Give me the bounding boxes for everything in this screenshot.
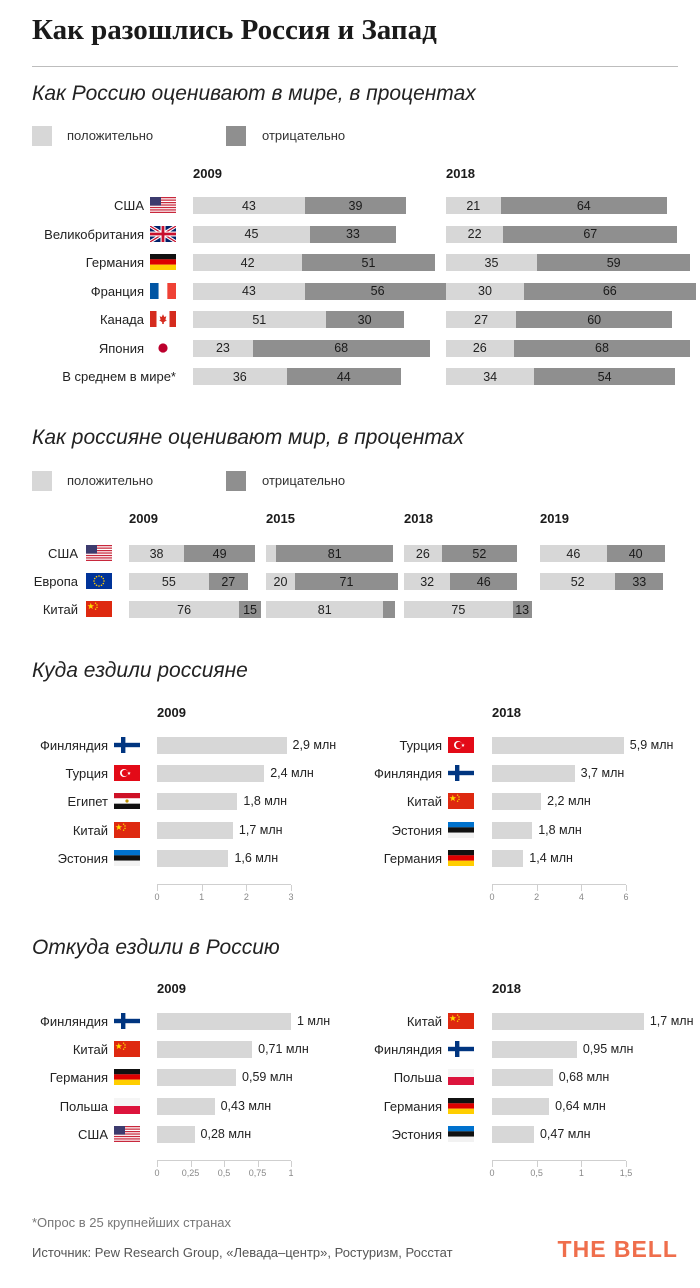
- bar-segment-positive: 34: [446, 368, 534, 385]
- x-axis-tick: [191, 1161, 192, 1167]
- bar-segment-positive: 51: [193, 311, 326, 328]
- country-label: Европа: [33, 574, 78, 589]
- legend-positive-label: положительно: [67, 128, 154, 143]
- bar-segment-negative: 68: [253, 340, 430, 357]
- flag-china-icon: [86, 601, 112, 617]
- flag-germany-icon: [150, 254, 176, 270]
- country-label: Финляндия: [373, 1042, 442, 1058]
- x-axis-tick-label: 0,5: [217, 1168, 231, 1178]
- section-title: Куда ездили россияне: [32, 659, 248, 682]
- bar-value-label: 1 млн: [297, 1014, 331, 1028]
- year-label: 2009: [157, 705, 186, 720]
- bar-value-label: 0,47 млн: [539, 1126, 591, 1141]
- flag-turkey-icon: [114, 765, 140, 781]
- bar-value-label: 0,64 млн: [555, 1098, 606, 1113]
- flag-germany-icon: [448, 1098, 474, 1114]
- bar: [492, 822, 532, 839]
- flag-uk-icon: [150, 226, 176, 242]
- country-label: В среднем в мире*: [62, 369, 176, 384]
- page-title: Как разошлись Россия и Запад: [32, 14, 437, 46]
- country-label: Финляндия: [373, 766, 442, 782]
- bar-segment-negative: 40: [607, 545, 665, 562]
- bar-segment-negative: 71: [295, 573, 398, 590]
- country-label: Финляндия: [39, 1014, 108, 1029]
- year-label: 2019: [540, 511, 569, 526]
- year-label: 2009: [193, 166, 222, 181]
- flag-finland-icon: [114, 1013, 140, 1029]
- flag-china-icon: [448, 1013, 474, 1029]
- bar-segment-positive: 27: [446, 311, 516, 328]
- bar-segment-positive: 36: [193, 368, 287, 385]
- bar-segment-negative: 15: [239, 601, 261, 618]
- source-note: Источник: Pew Research Group, «Левада–центр», Ростуризм, Росстат: [32, 1245, 453, 1260]
- x-axis-tick-label: 1: [578, 1168, 584, 1178]
- bar-value-label: 1,6 млн: [234, 850, 279, 865]
- brand-logo: THE BELL: [557, 1236, 678, 1262]
- bar-value-label: 1,7 млн: [238, 822, 283, 837]
- legend-negative-swatch: [226, 126, 246, 146]
- legend-positive-swatch: [32, 471, 52, 491]
- x-axis-tick-label: 6: [623, 892, 629, 902]
- bar-segment-positive: 76: [129, 601, 239, 618]
- x-axis-tick-label: 0: [489, 892, 495, 902]
- flag-finland-icon: [114, 737, 140, 753]
- bar-segment-positive: [266, 545, 276, 562]
- flag-france-icon: [150, 283, 176, 299]
- bar-segment-positive: 46: [540, 545, 607, 562]
- x-axis-tick: [202, 885, 203, 891]
- legend-negative-label: отрицательно: [262, 473, 346, 488]
- bar-segment-negative: 27: [209, 573, 248, 590]
- bar: [157, 850, 228, 867]
- flag-turkey-icon: [448, 737, 474, 753]
- country-label: Турция: [65, 766, 108, 782]
- bar-segment-positive: 55: [129, 573, 209, 590]
- bar-segment-positive: 30: [446, 283, 524, 300]
- country-label: США: [114, 198, 144, 213]
- bar-segment-positive: 22: [446, 226, 503, 243]
- x-axis-tick: [224, 1161, 225, 1167]
- bar: [157, 1041, 252, 1058]
- bar-value-label: 3,7 млн: [580, 766, 625, 781]
- country-label: Эстония: [57, 850, 108, 866]
- year-label: 2015: [266, 511, 295, 526]
- x-axis-tick-label: 0,75: [248, 1168, 267, 1178]
- x-axis-tick: [492, 1161, 493, 1167]
- country-label: Египет: [67, 794, 108, 810]
- x-axis-tick: [537, 885, 538, 891]
- flag-japan-icon: [150, 340, 176, 356]
- bar: [492, 737, 624, 754]
- bar-segment-positive: 45: [193, 226, 310, 243]
- flag-poland-icon: [114, 1098, 140, 1114]
- country-label: США: [78, 1126, 108, 1142]
- year-label: 2018: [404, 511, 433, 526]
- flag-germany-icon: [114, 1069, 140, 1085]
- bar-segment-negative: 13: [513, 601, 532, 618]
- bar-segment-positive: 21: [446, 197, 501, 214]
- x-axis-tick: [157, 885, 158, 891]
- x-axis-tick-label: 0: [154, 892, 160, 902]
- country-label: США: [48, 546, 78, 561]
- bar-segment-positive: 23: [193, 340, 253, 357]
- x-axis-tick: [581, 1161, 582, 1167]
- bar-value-label: 1,8 млн: [243, 794, 288, 809]
- x-axis-tick-label: 1: [199, 892, 205, 902]
- country-label: Германия: [49, 1070, 108, 1086]
- flag-china-icon: [114, 1041, 140, 1057]
- bar-segment-negative: 60: [516, 311, 672, 328]
- bar: [492, 793, 541, 810]
- bar-segment-negative: 30: [326, 311, 404, 328]
- bar-segment-positive: 20: [266, 573, 295, 590]
- flag-china-icon: [448, 793, 474, 809]
- bar-value-label: 0,43 млн: [220, 1098, 272, 1113]
- country-label: Польша: [393, 1070, 442, 1086]
- bar-segment-negative: 68: [514, 340, 691, 357]
- bar-segment-positive: 75: [404, 601, 513, 618]
- legend-positive-label: положительно: [67, 473, 154, 488]
- bar-segment-positive: 26: [446, 340, 514, 357]
- bar-value-label: 2,2 млн: [547, 794, 591, 809]
- bar-segment-negative: 54: [534, 368, 674, 385]
- section-title: Как Россию оценивают в мире, в процентах: [32, 82, 476, 105]
- bar-segment-negative: 81: [276, 545, 393, 562]
- x-axis-tick: [291, 885, 292, 891]
- country-label: Китай: [72, 1042, 108, 1058]
- flag-estonia-icon: [448, 1126, 474, 1142]
- bar: [157, 765, 264, 782]
- country-label: Финляндия: [39, 738, 108, 753]
- bar-segment-positive: 26: [404, 545, 442, 562]
- x-axis-tick: [626, 885, 627, 891]
- x-axis-tick: [157, 1161, 158, 1167]
- bar-value-label: 0,71 млн: [258, 1042, 309, 1057]
- flag-usa-icon: [114, 1126, 140, 1142]
- bar: [492, 1069, 553, 1086]
- bar: [492, 1098, 549, 1115]
- x-axis-tick: [581, 885, 582, 891]
- x-axis-tick: [246, 885, 247, 891]
- x-axis: [492, 1160, 626, 1161]
- country-label: Китай: [406, 1014, 442, 1029]
- flag-finland-icon: [448, 765, 474, 781]
- bar: [157, 1126, 195, 1143]
- flag-eu-icon: [86, 573, 112, 589]
- flag-usa-icon: [86, 545, 112, 561]
- x-axis: [157, 884, 291, 885]
- x-axis-tick-label: 0: [489, 1168, 495, 1178]
- bar: [492, 1126, 534, 1143]
- bar: [492, 1041, 577, 1058]
- country-label: Эстония: [391, 822, 442, 838]
- flag-germany-icon: [448, 850, 474, 866]
- bar-segment-negative: [383, 601, 395, 618]
- bar-segment-negative: 33: [310, 226, 396, 243]
- x-axis-tick-label: 1: [288, 1168, 294, 1178]
- x-axis-tick: [537, 1161, 538, 1167]
- x-axis-tick-label: 2: [534, 892, 540, 902]
- bar: [157, 1013, 291, 1030]
- bar-segment-negative: 67: [503, 226, 677, 243]
- x-axis-tick-label: 3: [288, 892, 294, 902]
- country-label: Франция: [90, 283, 144, 299]
- bar-value-label: 2,4 млн: [270, 766, 314, 781]
- flag-estonia-icon: [448, 822, 474, 838]
- bar-segment-positive: 81: [266, 601, 383, 618]
- flag-canada-icon: [150, 311, 176, 327]
- country-label: Китай: [406, 794, 442, 810]
- footnote: *Опрос в 25 крупнейших странах: [32, 1215, 231, 1230]
- x-axis-tick-label: 1,5: [619, 1168, 633, 1178]
- bar-segment-positive: 32: [404, 573, 450, 590]
- bar-value-label: 0,28 млн: [200, 1126, 252, 1141]
- x-axis-tick-label: 0,5: [530, 1168, 543, 1178]
- bar: [492, 850, 523, 867]
- bar: [157, 737, 287, 754]
- bar-segment-negative: 64: [501, 197, 667, 214]
- bar: [492, 765, 575, 782]
- flag-egypt-icon: [114, 793, 140, 809]
- country-label: Китай: [42, 602, 78, 617]
- bar-value-label: 2,9 млн: [292, 738, 337, 752]
- bar: [157, 822, 233, 839]
- year-label: 2018: [446, 166, 475, 181]
- country-label: Канада: [99, 312, 144, 327]
- x-axis-tick: [492, 885, 493, 891]
- bar-segment-positive: 52: [540, 573, 615, 590]
- legend-positive-swatch: [32, 126, 52, 146]
- legend-negative-swatch: [226, 471, 246, 491]
- country-label: Эстония: [391, 1126, 442, 1142]
- bar-segment-negative: 33: [615, 573, 663, 590]
- flag-china-icon: [114, 822, 140, 838]
- country-label: Германия: [383, 1098, 442, 1114]
- bar: [492, 1013, 644, 1030]
- flag-poland-icon: [448, 1069, 474, 1085]
- bar-value-label: 5,9 млн: [629, 738, 674, 752]
- x-axis-tick-label: 0: [154, 1168, 160, 1178]
- section-title: Откуда ездили в Россию: [32, 936, 280, 959]
- bar-value-label: 0,68 млн: [558, 1070, 610, 1085]
- bar-segment-negative: 44: [287, 368, 401, 385]
- bar-segment-positive: 35: [446, 254, 537, 271]
- bar-segment-positive: 43: [193, 283, 305, 300]
- x-axis: [492, 884, 626, 885]
- x-axis-tick: [626, 1161, 627, 1167]
- country-label: Великобритания: [44, 226, 144, 242]
- bar: [157, 1069, 236, 1086]
- title-divider: [32, 66, 678, 67]
- country-label: Китай: [72, 822, 108, 838]
- bar-segment-positive: 43: [193, 197, 305, 214]
- x-axis-tick-label: 2: [243, 892, 249, 902]
- year-label: 2018: [492, 981, 521, 996]
- bar-value-label: 1,7 млн: [649, 1014, 694, 1028]
- year-label: 2018: [492, 705, 521, 720]
- country-label: Германия: [383, 850, 442, 866]
- country-label: Польша: [59, 1098, 108, 1114]
- legend-negative-label: отрицательно: [262, 128, 346, 143]
- section-title: Как россияне оценивают мир, в процентах: [32, 426, 464, 449]
- bar: [157, 1098, 215, 1115]
- bar-segment-negative: 51: [302, 254, 435, 271]
- bar-segment-negative: 39: [305, 197, 406, 214]
- flag-estonia-icon: [114, 850, 140, 866]
- bar-segment-positive: 38: [129, 545, 184, 562]
- bar-segment-negative: 56: [305, 283, 451, 300]
- bar-value-label: 1,4 млн: [529, 850, 573, 865]
- year-label: 2009: [129, 511, 158, 526]
- bar-value-label: 0,59 млн: [242, 1070, 293, 1085]
- bar-segment-negative: 52: [442, 545, 517, 562]
- country-label: Германия: [85, 255, 144, 270]
- bar-segment-negative: 66: [524, 283, 696, 300]
- flag-finland-icon: [448, 1041, 474, 1057]
- bar-segment-negative: 49: [184, 545, 255, 562]
- x-axis-tick: [291, 1161, 292, 1167]
- bar: [157, 793, 237, 810]
- year-label: 2009: [157, 981, 186, 996]
- flag-usa-icon: [150, 197, 176, 213]
- bar-segment-positive: 42: [193, 254, 302, 271]
- x-axis-tick-label: 4: [578, 892, 584, 902]
- bar-segment-negative: 59: [537, 254, 690, 271]
- bar-segment-negative: 46: [450, 573, 517, 590]
- x-axis-tick-label: 0,25: [181, 1168, 200, 1178]
- bar-value-label: 1,8 млн: [538, 822, 582, 837]
- country-label: Япония: [98, 340, 144, 356]
- x-axis-tick: [258, 1161, 259, 1167]
- bar-value-label: 0,95 млн: [582, 1042, 634, 1057]
- country-label: Турция: [399, 738, 442, 753]
